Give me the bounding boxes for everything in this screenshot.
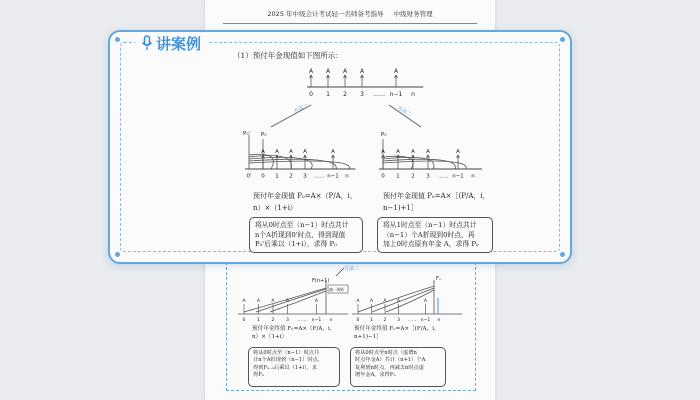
right-tick-label: n <box>471 173 475 180</box>
lower-left-tick-label: 2 <box>271 318 275 323</box>
top-payment-label: A <box>393 68 399 75</box>
lower-timeline-right <box>356 298 440 323</box>
right-tick-label: n−1 <box>452 173 464 180</box>
right-p0-label: P₀ <box>381 132 387 138</box>
lower-right-tick-label: …… <box>407 318 417 323</box>
right-tick-label: 0 <box>381 173 385 180</box>
header-title: 2025 年中级会计考试轻一名师备考指导 <box>267 10 384 18</box>
left-tick-label: 0' <box>246 173 252 180</box>
right-payment-label: A <box>426 149 430 155</box>
lower-formula-left: 预付年金终值 Fₙ=A×（F/A，i， n）×（1+i） <box>252 326 336 340</box>
explanation-right: 将从1时点至（n−1）时点共计 （n−1）个A折现到0时点，再 加上0时点原有年金 A，求得 P₀ <box>377 217 493 253</box>
lower-fn-label: Fₙ <box>436 276 441 282</box>
formula-left-line2: n）×（1+i） <box>253 204 297 212</box>
lower-section <box>226 262 474 390</box>
left-tick-label: …… <box>313 173 325 180</box>
lower-right-payment-label: A <box>423 299 428 304</box>
lower-right-tick-label: n−1 <box>420 318 431 323</box>
top-tick-label: 2 <box>343 91 347 98</box>
card-dot <box>560 37 565 42</box>
top-tick-label: 3 <box>360 91 364 98</box>
lower-right-tick-label: 2 <box>383 318 387 323</box>
right-tick-label: 3 <box>426 173 430 180</box>
lower-left-payment-label: A <box>256 299 261 304</box>
lower-left-tick-label: 3 <box>286 318 289 323</box>
top-timeline <box>307 68 423 98</box>
lower-method-label: 方法二 <box>344 266 360 272</box>
lower-left-payment-label: A <box>271 299 275 304</box>
right-payment-label: A <box>396 149 400 155</box>
left-tick-label: 3 <box>303 173 307 180</box>
card-dot <box>115 37 120 42</box>
top-tick-label: n−1 <box>389 91 403 98</box>
left-payment-label: A <box>261 149 265 155</box>
left-tick-label: 0 <box>261 173 265 180</box>
lower-left-payment-label: A <box>314 299 319 304</box>
card-dot <box>560 252 565 257</box>
lower-minus-label: 减一期A <box>329 287 344 292</box>
left-tick-label: n−1 <box>327 173 339 180</box>
lower-left-tick-label: 0 <box>242 318 246 323</box>
left-timeline <box>245 149 355 180</box>
lower-left-tick-label: n−1 <box>311 318 322 323</box>
top-payment-label: A <box>325 68 331 75</box>
explanation-left: 将从0时点至（n−1）时点共计 n个A折现到0'时点，得到现值 P₀'后乘以（1+i），求得 P₀ <box>249 217 363 253</box>
lower-explanation-left: 将从0时点至（n−1）时点共 计n个A折现到（n−1）时点， 得到Fₙ₋₁后乘以（1+i），求 得Fₙ <box>248 347 340 387</box>
left-payment-label: A <box>289 149 293 155</box>
lower-right-tick-label: n <box>437 318 441 323</box>
right-tick-label: 1 <box>396 173 400 180</box>
right-timeline <box>379 149 482 180</box>
formula-right-line2: n−1)+1］ <box>383 204 418 212</box>
card-dot <box>115 252 120 257</box>
lower-formula-right: 预付年金终值 Fₙ=A×［(F/A，i， n+1)−1］ <box>354 326 440 340</box>
badge-label: 讲案例 <box>156 34 202 53</box>
right-tick-label: 2 <box>411 173 415 180</box>
card-inner-frame <box>120 34 560 252</box>
top-payment-label: A <box>342 68 348 75</box>
top-tick-label: 0 <box>309 91 313 98</box>
top-tick-label: n <box>411 91 415 98</box>
lower-fn1-label: F(n+1) <box>312 278 330 284</box>
left-tick-label: 2 <box>289 173 293 180</box>
method-two-label: 方法二 <box>396 105 413 118</box>
right-tick-label: …… <box>437 173 449 180</box>
lower-right-payment-label: A <box>369 299 374 304</box>
lower-left-tick-label: 1 <box>257 318 260 323</box>
lower-explanation-right: 将从0时点至n时点（虚增n 时点年金A）共计（n+1）个A 复利到n时点，再减去n时点虚 增年金A，求得Fₙ <box>350 347 446 387</box>
header-subject: 中级财务管理 <box>393 10 433 18</box>
lower-timeline-left <box>242 298 332 323</box>
left-p0-prime-label: P₀' <box>243 131 251 137</box>
left-payment-label: A <box>275 149 279 155</box>
page-header <box>223 8 477 24</box>
right-payment-label: A <box>456 149 460 155</box>
left-payment-label: A <box>331 149 335 155</box>
lower-left-payment-label: A <box>285 299 290 304</box>
lower-left-payment-label: A <box>242 299 246 304</box>
left-tick-label: 1 <box>275 173 279 180</box>
top-payment-label: A <box>308 68 314 75</box>
section-title: （1）预付年金现值如下图所示： <box>233 51 343 60</box>
formula-left-line1: 预付年金现值 P₀=A×（P/A，i， <box>253 192 357 200</box>
case-card <box>108 30 572 264</box>
lower-left-tick-label: …… <box>297 318 307 323</box>
method-one-label: 方法一 <box>293 102 310 115</box>
top-payment-label: A <box>359 68 365 75</box>
lower-right-payment-label: A <box>396 299 401 304</box>
lower-right-payment-label: A <box>383 299 387 304</box>
right-payment-label: A <box>411 149 415 155</box>
lower-right-tick-label: 0 <box>356 318 360 323</box>
lower-right-tick-label: 1 <box>370 318 373 323</box>
formula-right-line1: 预付年金现值 P₀=A×［(P/A，i， <box>383 192 490 200</box>
right-payment-label: A <box>381 149 385 155</box>
lower-left-tick-label: n <box>329 318 333 323</box>
top-tick-label: …… <box>373 91 385 98</box>
left-payment-label: A <box>303 149 307 155</box>
left-p0-label: P₀ <box>261 132 267 138</box>
top-tick-label: 1 <box>326 91 330 98</box>
lower-right-payment-label: A <box>356 299 360 304</box>
left-tick-label: n <box>345 173 349 180</box>
lower-right-tick-label: 3 <box>397 318 400 323</box>
